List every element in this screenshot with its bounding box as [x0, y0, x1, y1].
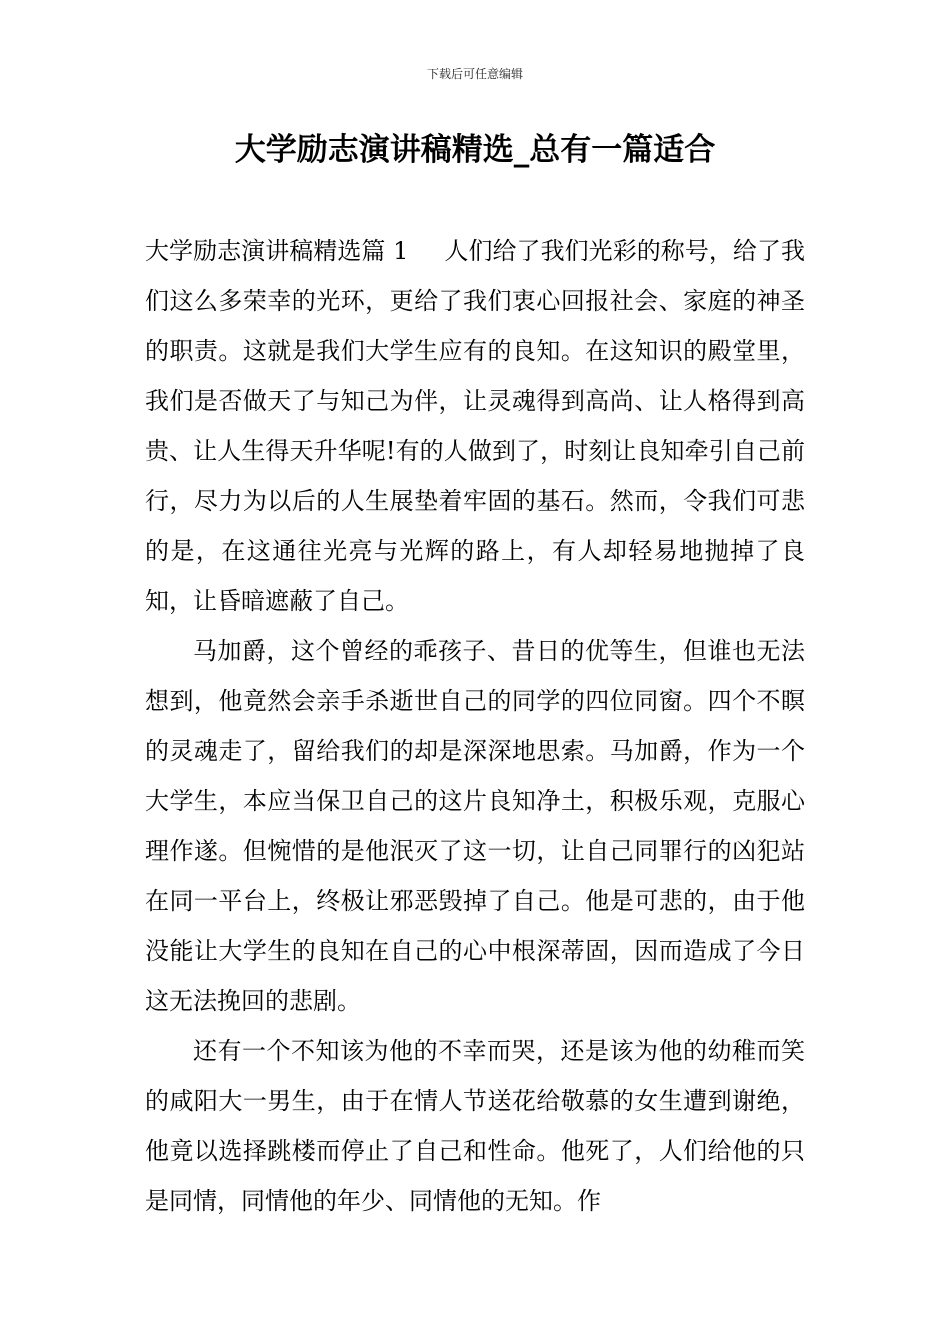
paragraph-1 — [145, 226, 805, 626]
section-label: 大学励志演讲稿精选篇 1 — [145, 237, 409, 265]
paragraph-2: 马加爵，这个曾经的乖孩子、昔日的优等生，但谁也无法想到，他竟然会亲手杀逝世自己的同学的四位同窗。四个不瞑的灵魂走了，留给我们的却是深深地思索。马加爵，作为一个大学生，本应当保卫自己的这片良知净土，积极乐观，克服心理作遂。但惋惜的是他泯灭了这一切，让自己同罪行的凶犯站在同一平台上，终极让邪恶毁掉了自己。他是可悲的，由于他没能让大学生的良知在自己的心中根深蒂固，因而造成了今日这无法挽回的悲剧。 — [145, 637, 805, 1015]
document-body — [145, 226, 805, 1226]
paragraph-1-text: 人们给了我们光彩的称号，给了我们这么多荣幸的光环，更给了我们衷心回报社会、家庭的神圣的职责。这就是我们大学生应有的良知。在这知识的殿堂里，我们是否做天了与知己为伴，让灵魂得到高尚、让人格得到高贵、让人生得天升华呢!有的人做到了，时刻让良知牵引自己前行，尽力为以后的人生展垫着牢固的基石。然而，令我们可悲的是，在这通往光亮与光辉的路上，有人却轻易地抛掉了良知，让昏暗遮蔽了自己。 — [145, 237, 806, 615]
header-note: 下载后可任意编辑 — [426, 67, 523, 81]
paragraph-3: 还有一个不知该为他的不幸而哭，还是该为他的幼稚而笑的咸阳大一男生，由于在情人节送花给敬慕的女生遭到谢绝，他竟以选择跳楼而停止了自己和性命。他死了，人们给他的只是同情，同情他的年少、同情他的无知。作 — [145, 1037, 805, 1215]
document-title: 大学励志演讲稿精选_总有一篇适合 — [234, 132, 716, 168]
